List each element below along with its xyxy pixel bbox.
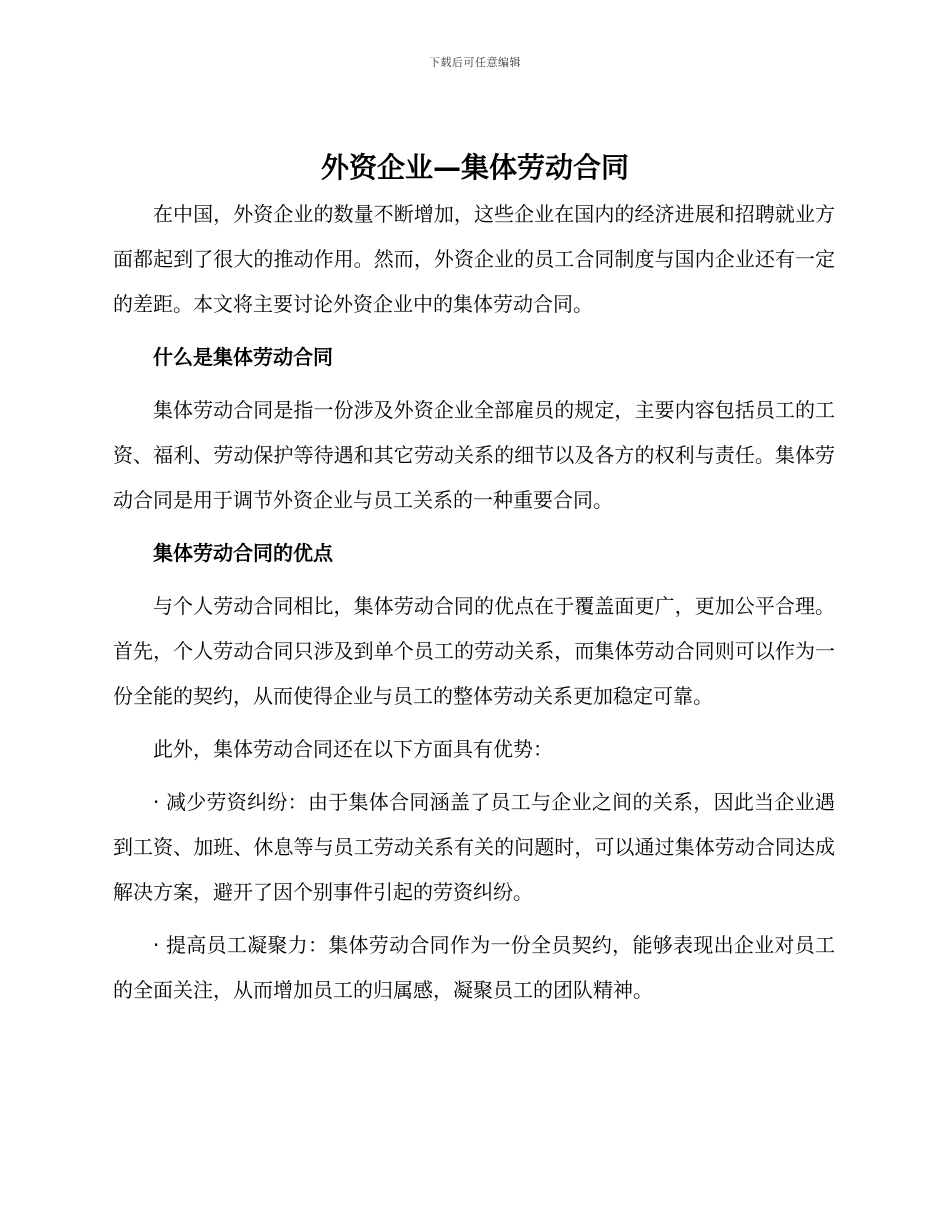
intro-paragraph: 在中国，外资企业的数量不断增加，这些企业在国内的经济进展和招聘就业方面都起到了很大的推动作用。然而，外资企业的员工合同制度与国内企业还有一定的差距。本文将主要讨论外资企业中的集体劳动合同。 bbox=[113, 202, 835, 316]
bullet-reduce-disputes: · 减少劳资纠纷：由于集体合同涵盖了员工与企业之间的关系，因此当企业遇到工资、加班、休息等与员工劳动关系有关的问题时，可以通过集体劳动合同达成解决方案，避开了因个别事件引起的劳资纠纷。 bbox=[113, 790, 835, 904]
section-heading-what-is: 什么是集体劳动合同 bbox=[153, 345, 333, 369]
document-title: 外资企业—集体劳动合同 bbox=[320, 151, 629, 184]
moreover-paragraph: 此外，集体劳动合同还在以下方面具有优势： bbox=[153, 737, 553, 761]
bullet-improve-cohesion: · 提高员工凝聚力：集体劳动合同作为一份全员契约，能够表现出企业对员工的全面关注，从而增加员工的归属感，凝聚员工的团队精神。 bbox=[113, 933, 835, 1002]
section-heading-advantages: 集体劳动合同的优点 bbox=[153, 541, 333, 565]
document-body bbox=[113, 192, 835, 1013]
advantages-paragraph: 与个人劳动合同相比，集体劳动合同的优点在于覆盖面更广，更加公平合理。首先，个人劳动合同只涉及到单个员工的劳动关系，而集体劳动合同则可以作为一份全能的契约，从而使得企业与员工的整体劳动关系更加稳定可靠。 bbox=[113, 594, 835, 708]
definition-paragraph: 集体劳动合同是指一份涉及外资企业全部雇员的规定，主要内容包括员工的工资、福利、劳动保护等待遇和其它劳动关系的细节以及各方的权利与责任。集体劳动合同是用于调节外资企业与员工关系的一种重要合同。 bbox=[113, 398, 835, 512]
header-note: 下载后可任意编辑 bbox=[429, 56, 521, 69]
